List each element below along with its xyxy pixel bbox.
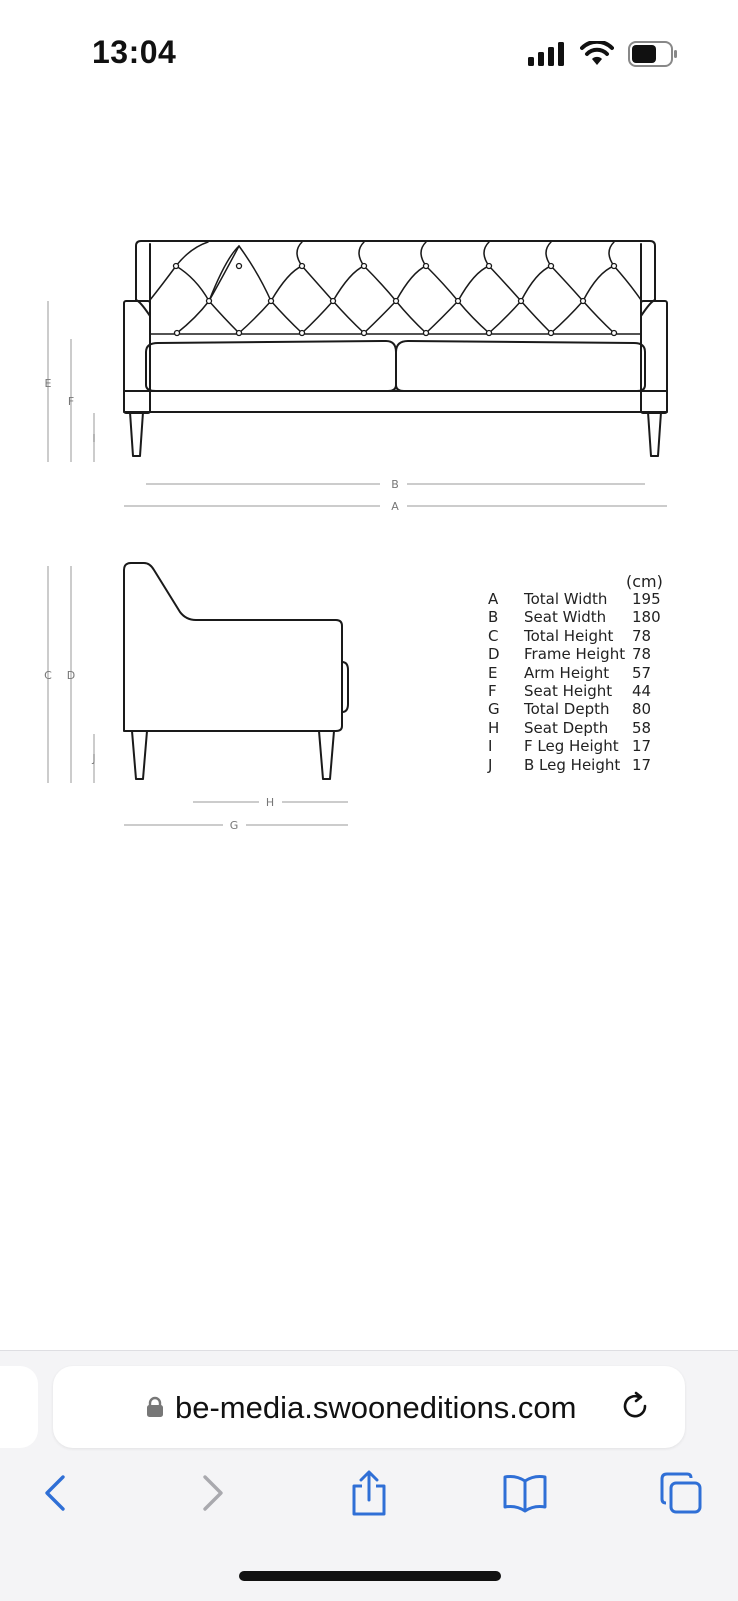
sofa-front-view [124,241,667,456]
bookmarks-button[interactable] [500,1468,550,1518]
dimension-key: D [488,645,500,664]
share-icon [349,1470,389,1516]
dimension-name: F Leg Height [524,737,619,756]
label-J: J [92,752,96,765]
label-D: D [66,669,76,682]
bookmarks-icon [502,1473,548,1513]
forward-button[interactable] [188,1468,238,1518]
tufting-buttons [174,264,617,336]
reload-icon[interactable] [619,1390,651,1422]
dimension-key: I [488,737,493,756]
dimension-value: 78 [632,626,652,645]
label-G: G [229,819,239,832]
tabs-icon [659,1471,703,1515]
label-H: H [265,796,275,809]
dimension-name: B Leg Height [524,755,621,774]
dimension-name: Total Width [524,590,608,608]
dimension-name: Seat Depth [524,718,609,737]
back-button[interactable] [30,1468,80,1518]
dimension-name: Arm Height [524,663,610,682]
dimension-key: F [488,682,497,700]
dimension-name: Total Depth [524,700,610,719]
dimension-key: H [488,718,500,737]
label-C: C [44,669,52,682]
dimension-name: Seat Height [524,682,613,700]
label-A: A [391,500,399,513]
dimension-key: J [488,755,493,774]
status-time: 13:04 [92,34,177,70]
forward-icon [201,1474,225,1512]
dimension-key: E [488,663,498,682]
dimension-value: 58 [632,718,652,737]
dimension-name: Total Height [524,626,614,645]
address-bar[interactable] [53,1366,685,1448]
dimensions-unit: (cm) [626,572,663,591]
dimension-value: 44 [632,682,652,700]
dimension-value: 195 [632,590,661,608]
dimension-key: C [488,626,499,645]
dimension-value: 17 [632,755,652,774]
label-E: E [44,377,52,390]
previous-tab-preview[interactable] [0,1366,38,1448]
dimension-key: B [488,608,499,627]
dimension-value: 78 [632,645,652,664]
dimension-name: Seat Width [524,608,607,627]
dimension-key: G [488,700,500,719]
dimension-key: A [488,590,499,608]
home-indicator [239,1571,501,1581]
dimension-value: 180 [632,608,661,627]
tabs-button[interactable] [656,1468,706,1518]
label-I: I [92,432,96,445]
lock-icon [146,1396,164,1418]
url-text: be-media.swooneditions.com [175,1390,577,1425]
back-icon [43,1474,67,1512]
tufting-pattern [150,242,641,334]
dimension-value: 17 [632,737,652,756]
dimension-name: Frame Height [524,645,626,664]
dimension-value: 80 [632,700,652,719]
sofa-side-view [124,563,348,779]
share-button[interactable] [344,1468,394,1518]
label-F: F [67,395,75,408]
dimension-value: 57 [632,663,652,682]
label-B: B [391,478,399,491]
browser-toolbar [0,1468,738,1528]
